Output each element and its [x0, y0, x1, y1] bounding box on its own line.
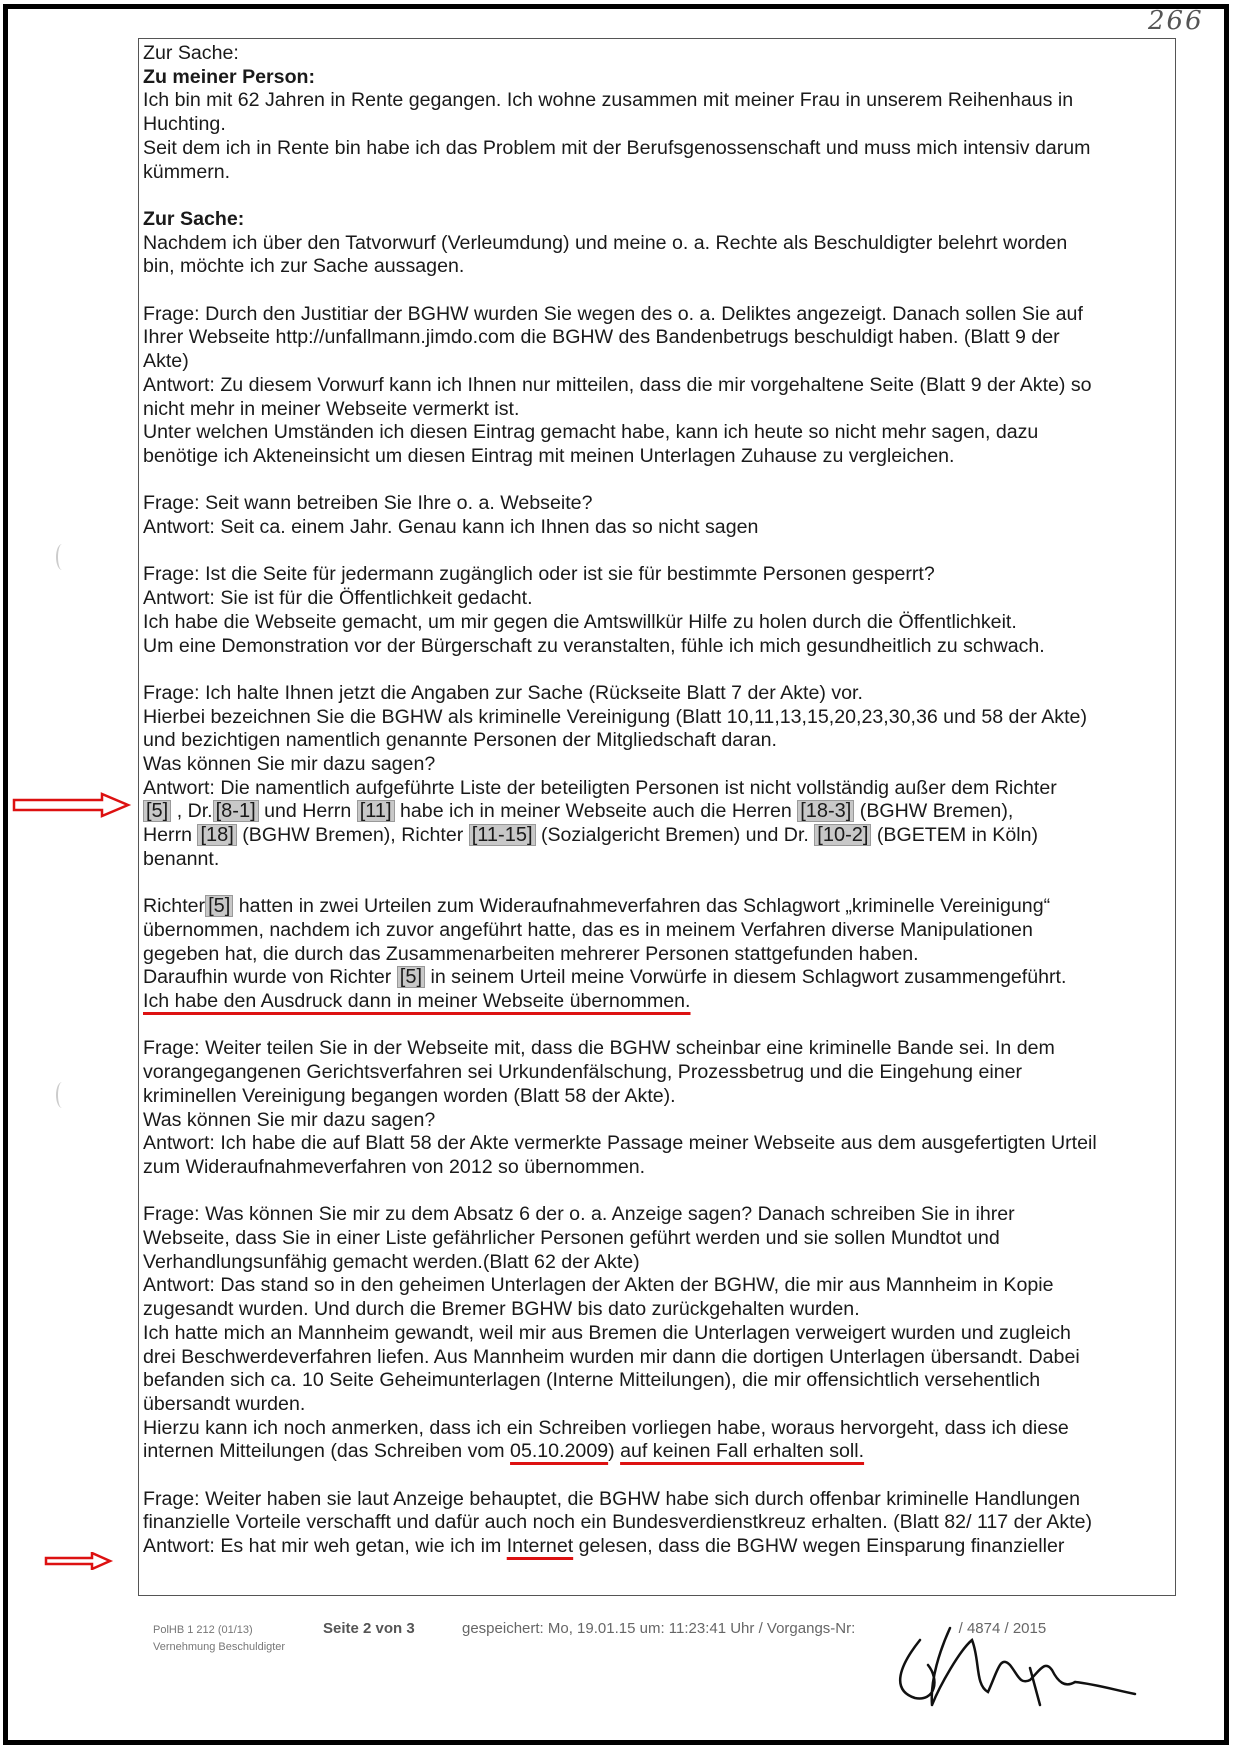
redaction-box: [11] — [357, 800, 395, 822]
text-line: Ich habe die Webseite gemacht, um mir gegen die Amtswillkür Hilfe zu holen durch die Öffentlichkeit. — [143, 610, 1017, 633]
redaction-box: [10-2] — [814, 824, 871, 846]
red-arrow-icon — [44, 1552, 114, 1570]
text-line: kümmern. — [143, 160, 231, 183]
text-line: finanzielle Vorteile verschafft und dafür auch noch ein Bundesverdienstkreuz erhalten. (Blatt 82/ 117 der Akte) — [143, 1511, 1093, 1534]
punch-hole — [56, 1082, 68, 1108]
text-line: Was können Sie mir dazu sagen? — [143, 1108, 436, 1131]
text-line: Frage: Was können Sie mir zu dem Absatz 6 der o. a. Anzeige sagen? Danach schreiben Sie in ihrer — [143, 1203, 1015, 1226]
text-line: gegeben hat, die durch das Zusammenarbeiten mehrerer Personen stattgefunden haben. — [143, 942, 919, 965]
form-info — [153, 1622, 285, 1656]
text-line: Hierzu kann ich noch anmerken, dass ich ein Schreiben vorliegen habe, woraus hervorgeht, dass ich diese — [143, 1416, 1069, 1439]
text-line: Akte) — [143, 350, 189, 373]
text-line: Zur Sache: — [143, 42, 239, 64]
text-line-with-redactions: Richter [5] hatten in zwei Urteilen zum Wideraufnahmeverfahren das Schlagwort „kriminelle Vereinigung“ — [143, 895, 1051, 918]
text-line: Unter welchen Umständen ich diesen Eintrag gemacht habe, kann ich heute so nicht mehr sagen, dazu — [143, 421, 1039, 444]
text-line: Seit dem ich in Rente bin habe ich das Problem mit der Berufsgenossenschaft und muss mich intensiv darum — [143, 136, 1091, 159]
text-line: übernommen, nachdem ich zuvor angeführt hatte, das es in meinem Verfahren diverse Manipulationen — [143, 918, 1033, 941]
text-line: Huchting. — [143, 113, 226, 136]
underlined-date: 05.10.2009 — [510, 1440, 609, 1463]
text-line: Antwort: Sie ist für die Öffentlichkeit gedacht. — [143, 587, 533, 610]
section-heading: Zu meiner Person: — [143, 65, 316, 88]
redaction-box: [11-15] — [469, 824, 536, 846]
text-line: Verhandlungsunfähig gemacht werden.(Blatt 62 der Akte) — [143, 1250, 640, 1273]
underlined-text: Ich habe den Ausdruck dann in meiner Webseite übernommen. — [143, 990, 691, 1013]
form-title: Vernehmung Beschuldigter — [153, 1641, 286, 1653]
text-line: Um eine Demonstration vor der Bürgerschaft zu veranstalten, fühle ich mich gesundheitlich zu schwach. — [143, 634, 1045, 657]
text-line: Ich bin mit 62 Jahren in Rente gegangen. Ich wohne zusammen mit meiner Frau in unserem Reihenhaus in — [143, 89, 1074, 112]
text-line: benannt. — [143, 847, 220, 870]
text-line: zugesandt wurden. Und durch die Bremer BGHW bis dato zurückgehalten wurden. — [143, 1298, 860, 1321]
text-line: Nachdem ich über den Tatvorwurf (Verleumdung) und meine o. a. Rechte als Beschuldigter belehrt worden — [143, 231, 1068, 254]
statement-text — [143, 42, 1175, 1559]
text-line — [143, 990, 1175, 1014]
text-line: benötige ich Akteneinsicht um diesen Eintrag mit meinen Unterlagen Zuhause zu vergleichen. — [143, 444, 955, 467]
saved-info: gespeichert: Mo, 19.01.15 um: 11:23:41 Uhr / Vorgangs-Nr: / 4874 / 2015 — [462, 1620, 1047, 1637]
text-line: internen Mitteilungen (das Schreiben vom 05.10.2009) auf keinen Fall erhalten soll. — [143, 1440, 865, 1463]
text-line: Antwort: Das stand so in den geheimen Unterlagen der Akten der BGHW, die mir aus Mannheim in Kopie — [143, 1274, 1054, 1297]
text-line: Webseite, dass Sie in einer Liste gefährlicher Personen geführt werden und sie sollen Mundtot und — [143, 1227, 1000, 1250]
text-line: Frage: Durch den Justitiar der BGHW wurden Sie wegen des o. a. Deliktes angezeigt. Danach sollen Sie auf — [143, 302, 1083, 325]
text-line: Was können Sie mir dazu sagen? — [143, 753, 436, 776]
redaction-box: [5] — [143, 800, 171, 822]
text-line-with-redactions: Daraufhin wurde von Richter [5] in seinem Urteil meine Vorwürfe in diesem Schlagwort zusammengeführt. — [143, 966, 1067, 989]
text-line: Frage: Seit wann betreiben Sie Ihre o. a. Webseite? — [143, 492, 593, 515]
text-line: Frage: Weiter haben sie laut Anzeige behauptet, die BGHW habe sich durch offenbar kriminelle Handlungen — [143, 1487, 1081, 1510]
text-line-with-redactions: [5] , Dr. [8-1] und Herrn [11] habe ich in meiner Webseite auch die Herren [18-3] (BGHW Bremen), — [143, 800, 1175, 824]
text-line: kriminellen Vereinigung begangen worden (Blatt 58 der Akte). — [143, 1084, 676, 1107]
handwritten-page-number: 266 — [1148, 6, 1204, 36]
text-line: bin, möchte ich zur Sache aussagen. — [143, 255, 465, 278]
redaction-box: [18] — [197, 824, 236, 846]
text-line: befanden sich ca. 10 Seite Geheimunterlagen (Interne Mitteilungen), die mir offensichtlich versehentlich — [143, 1369, 1041, 1392]
red-arrow-icon — [12, 792, 132, 818]
handwritten-signature — [880, 1610, 1140, 1720]
redaction-box: [18-3] — [797, 800, 854, 822]
page-number: Seite 2 von 3 — [323, 1620, 415, 1637]
text-line: drei Beschwerdeverfahren liefen. Aus Mannheim wurden mir dann die dortigen Unterlagen übersandt. Dabei — [143, 1345, 1080, 1368]
underlined-word: Internet — [506, 1535, 574, 1558]
redaction-box: [8-1] — [213, 800, 259, 822]
text-line: nicht mehr in meiner Webseite vermerkt ist. — [143, 397, 520, 420]
text-line: Antwort: Ich habe die auf Blatt 58 der Akte vermerkte Passage meiner Webseite aus dem ausgefertigten Urteil — [143, 1132, 1097, 1155]
text-line: Hierbei bezeichnen Sie die BGHW als kriminelle Vereinigung (Blatt 10,11,13,15,20,23,30,36 und 58 der Akte) — [143, 705, 1087, 728]
form-code: PolHB 1 212 (01/13) — [153, 1624, 253, 1636]
text-line: übersandt wurden. — [143, 1392, 306, 1415]
case-number: / 4874 / 2015 — [958, 1620, 1047, 1637]
redaction-box: [5] — [205, 895, 233, 917]
punch-hole — [56, 544, 68, 570]
text-line: Ihrer Webseite http://unfallmann.jimdo.com die BGHW des Bandenbetrugs beschuldigt haben. (Blatt 9 der — [143, 326, 1060, 349]
text-line: und bezichtigen namentlich genannte Personen der Mitgliedschaft daran. — [143, 729, 777, 752]
text-line: Frage: Ist die Seite für jedermann zugänglich oder ist sie für bestimmte Personen gesperrt? — [143, 563, 935, 586]
text-line-with-redactions: Herrn [18] (BGHW Bremen), Richter [11-15] (Sozialgericht Bremen) und Dr. [10-2] (BGETEM in Köln) — [143, 824, 1039, 847]
text-line: Frage: Ich halte Ihnen jetzt die Angaben zur Sache (Rückseite Blatt 7 der Akte) vor. — [143, 681, 863, 704]
text-line: zum Wideraufnahmeverfahren von 2012 so übernommen. — [143, 1155, 646, 1178]
text-line: Antwort: Seit ca. einem Jahr. Genau kann ich Ihnen das so nicht sagen — [143, 516, 759, 539]
redaction-box: [5] — [397, 966, 425, 988]
text-line: Antwort: Zu diesem Vorwurf kann ich Ihnen nur mitteilen, dass die mir vorgehaltene Seite (Blatt 9 der Akte) so — [143, 373, 1092, 396]
section-heading: Zur Sache: — [143, 207, 245, 230]
text-line: Ich hatte mich an Mannheim gewandt, weil mir aus Bremen die Unterlagen verweigert wurden und zugleich — [143, 1321, 1071, 1344]
text-line: Antwort: Die namentlich aufgeführte Liste der beteiligten Personen ist nicht vollständig außer dem Richter — [143, 776, 1057, 799]
text-line: Antwort: Es hat mir weh getan, wie ich im Internet gelesen, dass die BGHW wegen Einsparung finanzieller — [143, 1535, 1065, 1558]
text-line: vorangegangenen Gerichtsverfahren sei Urkundenfälschung, Prozessbetrug und die Eingehung einer — [143, 1061, 1023, 1084]
underlined-text: auf keinen Fall erhalten soll. — [620, 1440, 865, 1463]
text-line: Frage: Weiter teilen Sie in der Webseite mit, dass die BGHW scheinbar eine kriminelle Bande sei. In dem — [143, 1037, 1055, 1060]
